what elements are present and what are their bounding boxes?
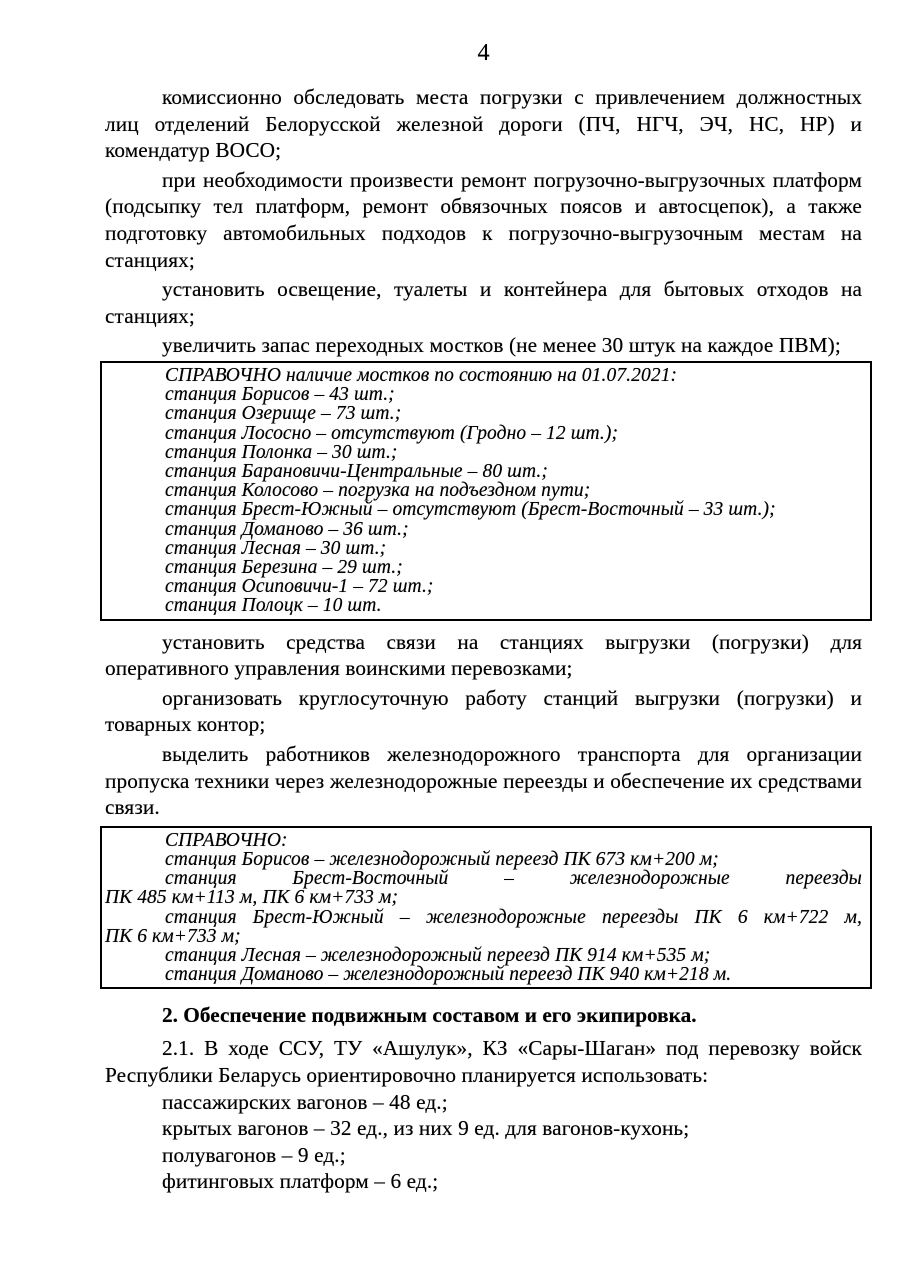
crossing-line-lesnaya: станция Лесная – железнодорожный переезд ПК 914 км+535 м;	[165, 944, 711, 966]
paragraph-roundclock: организовать круглосуточную работу станций выгрузки (погрузки) и товарных контор;	[105, 685, 862, 737]
rolling-stock-item: полувагонов – 9 ед.;	[162, 1142, 346, 1167]
rolling-stock-item: пассажирских вагонов – 48 ед.;	[162, 1089, 448, 1114]
section-2-heading: 2. Обеспечение подвижным составом и его экипировка.	[162, 1003, 697, 1028]
reference-station-line: станция Полоцк – 10 шт.	[165, 595, 382, 617]
crossing-line-borisov: станция Борисов – железнодорожный переезд ПК 673 км+200 м;	[165, 848, 719, 870]
reference-station-line: станция Доманово – 36 шт.;	[165, 518, 409, 540]
paragraph-lighting: установить освещение, туалеты и контейнера для бытовых отходов на станциях;	[105, 277, 862, 328]
reference-station-line: станция Борисов – 43 шт.;	[165, 384, 395, 406]
rolling-stock-list	[105, 1089, 862, 1195]
reference-station-line: станция Березина – 29 шт.;	[165, 556, 403, 578]
crossing-line-domanovo: станция Доманово – железнодорожный переезд ПК 940 км+218 м.	[165, 964, 732, 986]
reference-station-line: станция Лесная – 30 шт.;	[165, 537, 387, 559]
crossing-line-brest-vostochny: станция Брест-Восточный – железнодорожные переезды	[165, 868, 862, 890]
paragraph-2-1: 2.1. В ходе ССУ, ТУ «Ашулук», КЗ «Сары-Шаган» под перевозку войск Республики Беларусь ориентировочно планируется использовать:	[105, 1036, 862, 1087]
reference-box-bridges-list	[105, 385, 862, 615]
reference-box-bridges-title: СПРАВОЧНО наличие мостков по состоянию на 01.07.2021:	[165, 364, 678, 386]
reference-station-line: станция Лососно – отсутствуют (Гродно – 12 шт.);	[165, 422, 619, 444]
reference-box-crossings-title: СПРАВОЧНО:	[165, 829, 288, 851]
reference-station-line: станция Барановичи-Центральные – 80 шт.;	[165, 460, 548, 482]
paragraph-bridges: увеличить запас переходных мостков (не менее 30 штук на каждое ПВМ);	[162, 333, 841, 358]
reference-station-line: станция Колосово – погрузка на подъездном пути;	[165, 480, 591, 502]
reference-station-line: станция Брест-Южный – отсутствуют (Брест-Восточный – 33 шт.);	[165, 499, 776, 521]
rolling-stock-item: крытых вагонов – 32 ед., из них 9 ед. для вагонов-кухонь;	[162, 1116, 690, 1141]
paragraph-comms: установить средства связи на станциях выгрузки (погрузки) для оперативного управления воинскими перевозками;	[105, 629, 862, 681]
page-number: 4	[477, 40, 490, 66]
reference-box-crossings	[100, 826, 872, 990]
paragraph-repair: при необходимости произвести ремонт погрузочно-выгрузочных платформ (подсыпку тел платформ, ремонт обвязочных поясов и автосцепок), а также подготовку автомобильных подходов к погрузочно-выгрузочным местам на станциях;	[105, 167, 862, 272]
reference-station-line: станция Полонка – 30 шт.;	[165, 441, 398, 463]
crossing-line-brest-yuzhny: станция Брест-Южный – железнодорожные переезды ПК 6 км+722 м,	[165, 906, 862, 928]
paragraph-workers: выделить работников железнодорожного транспорта для организации пропуска техники через железнодорожные переезды и обеспечение их средствами связи.	[105, 741, 862, 820]
rolling-stock-item: фитинговых платформ – 6 ед.;	[162, 1169, 439, 1194]
paragraph-commission: комиссионно обследовать места погрузки с привлечением должностных лиц отделений Белорусской железной дороги (ПЧ, НГЧ, ЭЧ, НС, НР) и комендатур ВОСО;	[105, 85, 862, 163]
crossing-line-brest-yuzhny-cont: ПК 6 км+733 м;	[105, 925, 241, 947]
crossing-line-brest-vostochny-cont: ПК 485 км+113 м, ПК 6 км+733 м;	[105, 887, 399, 909]
reference-box-bridges	[100, 361, 872, 621]
reference-station-line: станция Озерище – 73 шт.;	[165, 403, 402, 425]
reference-station-line: станция Осиповичи-1 – 72 шт.;	[165, 576, 434, 598]
